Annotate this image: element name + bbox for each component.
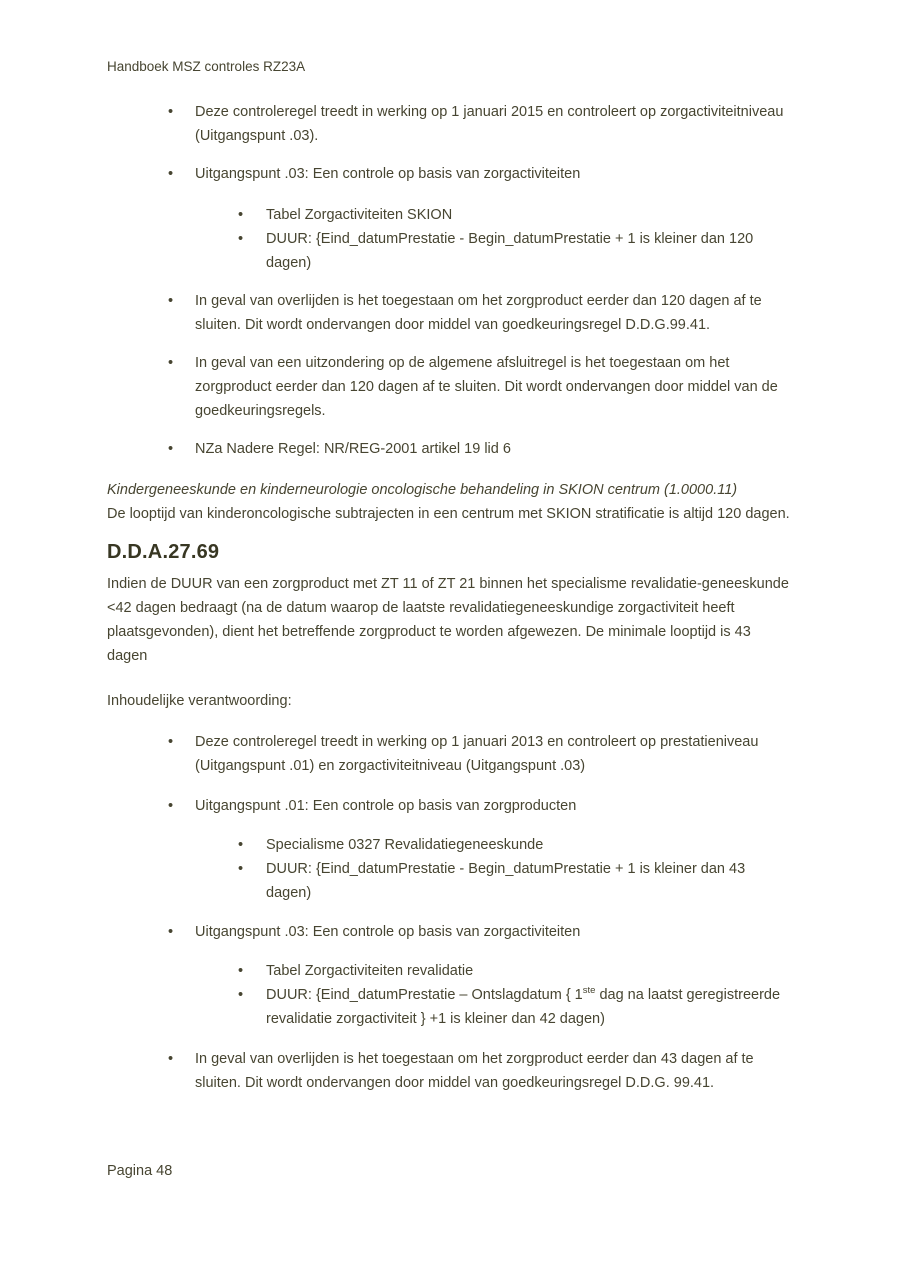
verantwoording-label: Inhoudelijke verantwoording: [107,693,292,709]
bullet-text: In geval van een uitzondering op de algemene afsluitregel is het toegestaan om het zorgproduct eerder dan 120 dagen af te sluiten. Dit wordt ondervangen door middel van de goedkeuringsregels. [195,355,778,419]
bullet-item-inwerking-2015 [168,100,796,148]
page-number-label: Pagina 48 [107,1163,173,1179]
kinder-note-paragraph [107,478,793,526]
bullet-icon [168,1047,195,1095]
sub-bullet-list [107,959,796,1031]
bullet-icon [168,100,195,148]
sub-bullet-item-tabel-revalidatie [238,959,796,983]
bullet-text: Uitgangspunt .03: Een controle op basis van zorgactiviteiten [195,166,581,182]
duur-42-post: dag na laatst geregistreerde revalidatie zorgactiviteit } +1 is kleiner dan 42 dagen) [266,987,781,1027]
sub-bullet-list [107,833,796,905]
kinder-note-body: De looptijd van kinderoncologische subtrajecten in een centrum met SKION stratificatie is altijd 120 dagen. [107,506,790,522]
kinder-note-title: Kindergeneeskunde en kinderneurologie oncologische behandeling in SKION centrum (1.0000.11) [107,482,738,498]
bullet-icon [238,227,266,275]
bullet-item-uitgangspunt-03 [168,162,796,186]
dda-intro-paragraph: Indien de DUUR van een zorgproduct met ZT 11 of ZT 21 binnen het specialisme revalidatie-geneeskunde <42 dagen bedraagt (na de datum waarop de laatste revalidatiegeneeskundige zorgactiviteit heeft plaatsgevonden), dient het betreffende zorgproduct te worden afgewezen. De minimale looptijd is 43 dagen [107,576,789,664]
sub-bullet-text: Tabel Zorgactiviteiten SKION [266,207,453,223]
bullet-item-uitgangspunt-01 [168,794,796,818]
bullet-icon [168,289,195,337]
bullet-item-nza-regel [168,437,796,461]
sub-bullet-item-specialisme [238,833,796,857]
section-heading-dda-27-69: D.D.A.27.69 [107,541,220,563]
duur-42-superscript: ste [582,985,596,997]
bullet-text: Deze controleregel treedt in werking op 1 januari 2015 en controleert op zorgactiviteitniveau (Uitgangspunt .03). [195,104,784,144]
bullet-text: In geval van overlijden is het toegestaan om het zorgproduct eerder dan 43 dagen af te sluiten. Dit wordt ondervangen door middel van goedkeuringsregel D.D.G. 99.41. [195,1051,754,1091]
bullet-item-overlijden-120 [168,289,796,337]
bullet-icon [238,857,266,905]
bullet-text: NZa Nadere Regel: NR/REG-2001 artikel 19 lid 6 [195,441,511,457]
bullet-item-uitgangspunt-03 [168,920,796,944]
bullet-text: In geval van overlijden is het toegestaan om het zorgproduct eerder dan 120 dagen af te sluiten. Dit wordt ondervangen door middel van goedkeuringsregel D.D.G.99.41. [195,293,762,333]
bullet-icon [168,730,195,778]
bullet-item-uitzondering [168,351,796,423]
sub-bullet-list [107,203,796,275]
bullet-text: Uitgangspunt .01: Een controle op basis van zorgproducten [195,798,577,814]
sub-bullet-text: DUUR: {Eind_datumPrestatie - Begin_datumPrestatie + 1 is kleiner dan 43 dagen) [266,861,746,901]
bullet-icon [168,920,195,944]
bullet-icon [168,351,195,423]
sub-bullet-item-duur-43 [238,857,796,905]
running-header-title: Handboek MSZ controles RZ23A [107,59,306,74]
bullet-text: Uitgangspunt .03: Een controle op basis van zorgactiviteiten [195,924,581,940]
bullet-icon [238,959,266,983]
duur-42-pre: DUUR: {Eind_datumPrestatie – Ontslagdatum { 1 [266,987,583,1003]
bullet-icon [168,162,195,186]
sub-bullet-text: Tabel Zorgactiviteiten revalidatie [266,963,474,979]
sub-bullet-item-duur-42 [238,983,796,1031]
bullet-icon [238,833,266,857]
sub-bullet-text: Specialisme 0327 Revalidatiegeneeskunde [266,837,544,853]
sub-bullet-item-duur-120 [238,227,796,275]
sub-bullet-text: DUUR: {Eind_datumPrestatie - Begin_datumPrestatie + 1 is kleiner dan 120 dagen) [266,231,754,271]
bullet-icon [238,983,266,1031]
bullet-icon [238,203,266,227]
sub-bullet-text [266,983,782,1031]
bullet-item-inwerking-2013 [168,730,796,778]
bullet-item-overlijden-43 [168,1047,796,1095]
bullet-icon [168,794,195,818]
sub-bullet-item-tabel-skion [238,203,796,227]
bullet-icon [168,437,195,461]
bullet-text: Deze controleregel treedt in werking op 1 januari 2013 en controleert op prestatieniveau (Uitgangspunt .01) en zorgactiviteitniveau (Uitgangspunt .03) [195,734,759,774]
